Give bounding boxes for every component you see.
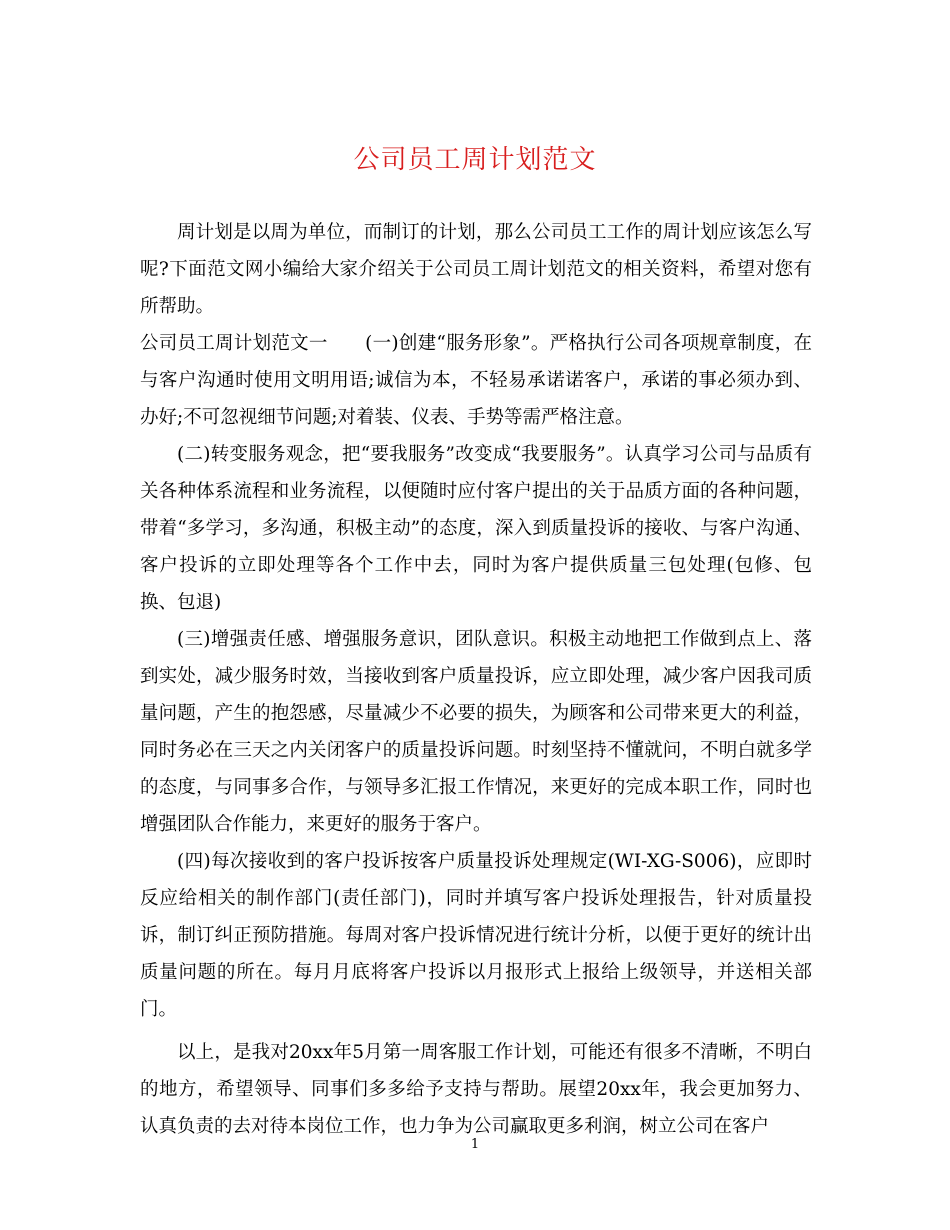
- paragraph-item-four: (四)每次接收到的客户投诉按客户质量投诉处理规定(WI-XG-S006)，应即时反应给相关的制作部门(责任部门)，同时并填写客户投诉处理报告，针对质量投诉，制订纠正预防措施。每周对客户投诉情况进行统计分析，以便于更好的统计出质量问题的所在。每月月底将客户投诉以月报形式上报给上级领导，并送相关部门。: [140, 851, 812, 1020]
- document-title: 公司员工周计划范文: [353, 145, 597, 175]
- paragraph-sample-one: 公司员工周计划范文一 (一)创建“服务形象”。严格执行公司各项规章制度，在与客户沟通时使用文明用语;诚信为本，不轻易承诺诺客户，承诺的事必须办到、办好;不可忽视细节问题;对着装、仪表、手势等需严格注意。: [140, 333, 812, 428]
- paragraph-item-three: (三)增强责任感、增强服务意识，团队意识。积极主动地把工作做到点上、落到实处，减少服务时效，当接收到客户质量投诉，应立即处理，减少客户因我司质量问题，产生的抱怨感，尽量减少不必要的损失，为顾客和公司带来更大的利益，同时务必在三天之内关闭客户的质量投诉问题。时刻坚持不懂就问，不明白就多学的态度，与同事多合作，与领导多汇报工作情况，来更好的完成本职工作，同时也增强团队合作能力，来更好的服务于客户。: [140, 629, 812, 835]
- document-body: [140, 214, 812, 1145]
- paragraph-intro: 周计划是以周为单位，而制订的计划，那么公司员工工作的周计划应该怎么写呢?下面范文网小编给大家介绍关于公司员工周计划范文的相关资料，希望对您有所帮助。: [140, 222, 812, 317]
- page-number: 1: [470, 1137, 480, 1152]
- paragraph-item-two: (二)转变服务观念，把“要我服务”改变成“我要服务”。认真学习公司与品质有关各种体系流程和业务流程，以便随时应付客户提出的关于品质方面的各种问题，带着“多学习，多沟通，积极主动”的态度，深入到质量投诉的接收、与客户沟通、客户投诉的立即处理等各个工作中去，同时为客户提供质量三包处理(包修、包换、包退): [140, 444, 812, 613]
- paragraph-summary: 以上，是我对20xx年5月第一周客服工作计划，可能还有很多不清晰，不明白的地方，希望领导、同事们多多给予支持与帮助。展望20xx年，我会更加努力、认真负责的去对待本岗位工作，也力争为公司赢取更多利润，树立公司在客户: [140, 1042, 812, 1137]
